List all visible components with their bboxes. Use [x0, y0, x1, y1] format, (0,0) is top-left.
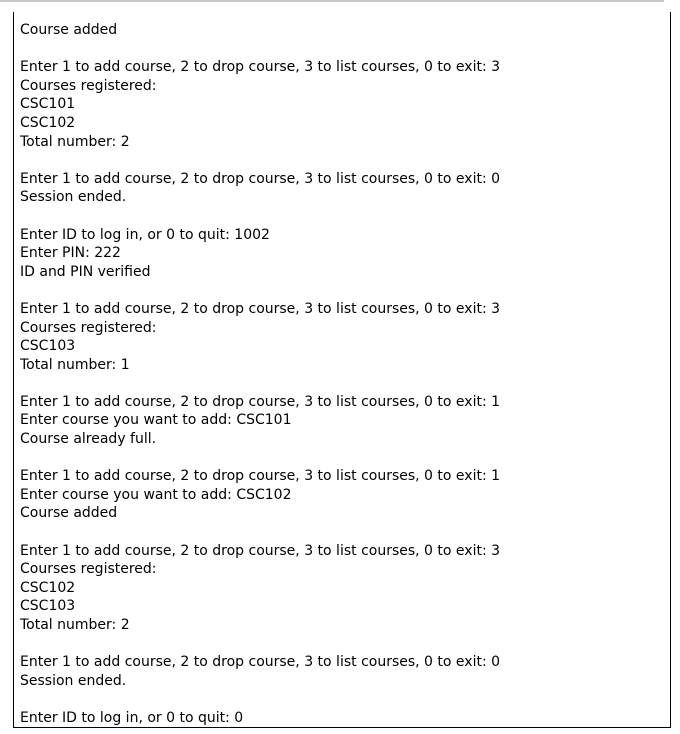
console-line: Total number: 1	[20, 356, 130, 373]
console-line: Enter course you want to add: CSC101	[20, 412, 292, 429]
console-output-panel[interactable]	[13, 12, 671, 728]
console-line	[20, 40, 662, 59]
console-line: Enter PIN: 222	[20, 245, 121, 262]
top-divider	[0, 0, 664, 2]
console-line: CSC101	[20, 96, 76, 113]
console-line: Enter 1 to add course, 2 to drop course, 3 to list courses, 0 to exit: 3	[20, 542, 501, 559]
console-line: Courses registered:	[20, 77, 157, 94]
console-line: Enter 1 to add course, 2 to drop course, 3 to list courses, 0 to exit: 1	[20, 468, 501, 485]
console-line	[20, 207, 662, 226]
console-line: Enter ID to log in, or 0 to quit: 0	[20, 709, 244, 726]
console-line: Course added	[20, 22, 118, 38]
console-line: Session ended.	[20, 672, 127, 689]
console-line: Enter 1 to add course, 2 to drop course, 3 to list courses, 0 to exit: 1	[20, 393, 501, 410]
console-line: Enter 1 to add course, 2 to drop course, 3 to list courses, 0 to exit: 0	[20, 170, 501, 187]
console-line	[20, 151, 662, 170]
console-line: ID and PIN verified	[20, 263, 151, 280]
console-lines	[20, 21, 662, 728]
console-line	[20, 635, 662, 654]
console-line	[20, 690, 662, 709]
console-line: CSC103	[20, 338, 76, 355]
console-line: Courses registered:	[20, 319, 157, 336]
console-line: Courses registered:	[20, 561, 157, 578]
console-line	[20, 449, 662, 468]
console-line: CSC102	[20, 579, 76, 596]
console-line: Course already full.	[20, 431, 157, 448]
console-line	[20, 281, 662, 300]
console-line: Enter 1 to add course, 2 to drop course, 3 to list courses, 0 to exit: 0	[20, 654, 501, 671]
console-line	[20, 523, 662, 542]
console-line: CSC102	[20, 114, 76, 131]
console-line: Enter 1 to add course, 2 to drop course, 3 to list courses, 0 to exit: 3	[20, 59, 501, 76]
console-line: Total number: 2	[20, 617, 130, 633]
console-line: Enter 1 to add course, 2 to drop course, 3 to list courses, 0 to exit: 3	[20, 300, 501, 317]
console-line: CSC103	[20, 598, 76, 615]
console-line: Enter ID to log in, or 0 to quit: 1002	[20, 226, 270, 243]
console-line: Total number: 2	[20, 133, 130, 150]
console-line: Session ended.	[20, 189, 127, 206]
console-line: Enter course you want to add: CSC102	[20, 486, 292, 503]
console-line	[20, 374, 662, 393]
console-line: Course added	[20, 505, 118, 522]
